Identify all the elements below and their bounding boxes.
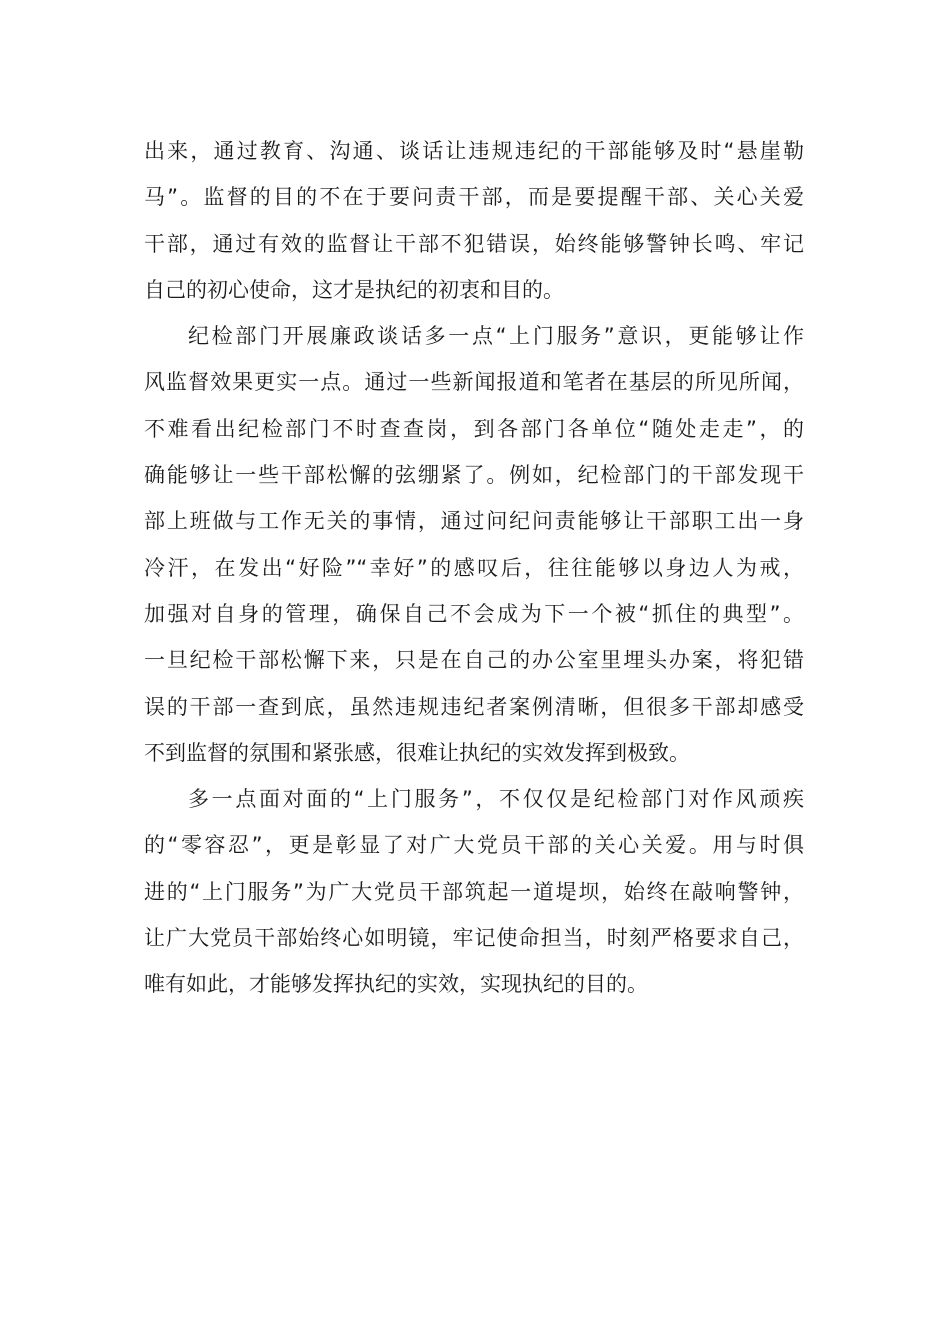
text-line: 误的干部一查到底，虽然违规违纪者案例清晰，但很多干部却感受 [144,694,804,719]
paragraph [144,128,804,313]
text-line: 让广大党员干部始终心如明镜，牢记使命担当，时刻严格要求自己， [144,926,804,951]
text-line: 冷汗，在发出“好险”“幸好”的感叹后，往往能够以身边人为戒， [144,555,804,580]
text-line: 干部，通过有效的监督让干部不犯错误，始终能够警钟长鸣、牢记 [144,231,804,256]
paragraph [144,776,804,1007]
text-line: 多一点面对面的“上门服务”，不仅仅是纪检部门对作风顽疾 [188,787,804,812]
document-body [144,128,804,1008]
text-line: 风监督效果更实一点。通过一些新闻报道和笔者在基层的所见所闻， [144,370,804,395]
text-line: 出来，通过教育、沟通、谈话让违规违纪的干部能够及时“悬崖勒 [144,139,804,163]
text-line: 不到监督的氛围和紧张感，很难让执纪的实效发挥到极致。 [144,740,690,765]
text-line: 自己的初心使命，这才是执纪的初衷和目的。 [144,277,564,302]
text-line: 纪检部门开展廉政谈话多一点“上门服务”意识，更能够让作 [188,324,804,349]
text-line: 唯有如此，才能够发挥执纪的实效，实现执纪的目的。 [144,972,648,997]
text-line: 不难看出纪检部门不时查查岗，到各部门各单位“随处走走”，的 [144,416,804,441]
text-line: 确能够让一些干部松懈的弦绷紧了。例如，纪检部门的干部发现干 [144,463,804,488]
text-line: 的“零容忍”，更是彰显了对广大党员干部的关心关爱。用与时俱 [144,833,804,858]
text-line: 一旦纪检干部松懈下来，只是在自己的办公室里埋头办案，将犯错 [144,648,804,673]
paragraph [144,313,804,776]
text-line: 部上班做与工作无关的事情，通过问纪问责能够让干部职工出一身 [144,509,804,534]
text-line: 进的“上门服务”为广大党员干部筑起一道堤坝，始终在敲响警钟， [144,879,804,904]
text-line: 马”。监督的目的不在于要问责干部，而是要提醒干部、关心关爱 [144,185,804,210]
text-line: 加强对自身的管理，确保自己不会成为下一个被“抓住的典型”。 [144,601,804,626]
